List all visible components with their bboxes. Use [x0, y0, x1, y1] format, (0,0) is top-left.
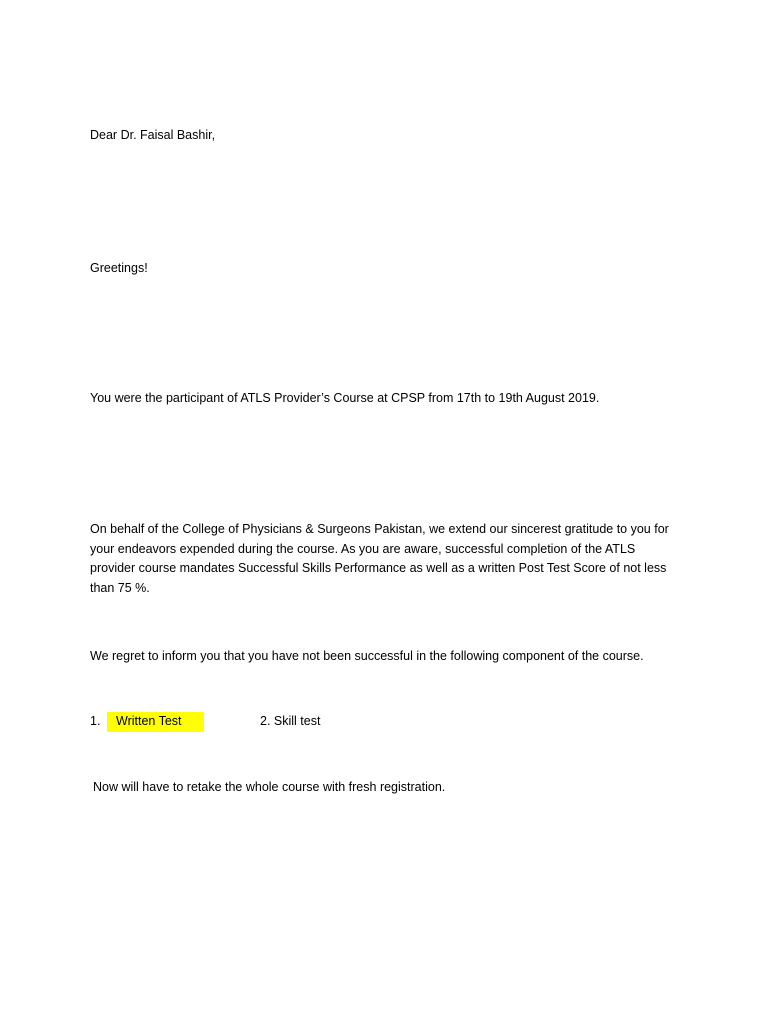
paragraph-line: On behalf of the College of Physicians & Surgeons Pakistan, we extend our sincerest gratitude to you for: [90, 522, 669, 536]
greeting: Greetings!: [90, 261, 148, 275]
participation-sentence: You were the participant of ATLS Provider’s Course at CPSP from 17th to 19th August 2019.: [90, 391, 600, 405]
salutation: Dear Dr. Faisal Bashir,: [90, 128, 216, 142]
written-test-item: Written Test: [116, 714, 182, 728]
paragraph-line: provider course mandates Successful Skills Performance as well as a written Post Test Score of not less: [90, 561, 667, 575]
regret-sentence: We regret to inform you that you have not been successful in the following component of the course.: [90, 649, 644, 663]
skill-test-item: 2. Skill test: [260, 714, 321, 728]
paragraph-line: than 75 %.: [90, 580, 150, 595]
gratitude-paragraph: [90, 520, 680, 598]
retake-sentence: Now will have to retake the whole course with fresh registration.: [93, 780, 446, 794]
paragraph-line: your endeavors expended during the course. As you are aware, successful completion of the ATLS: [90, 541, 636, 556]
list-number: 1.: [90, 714, 101, 728]
